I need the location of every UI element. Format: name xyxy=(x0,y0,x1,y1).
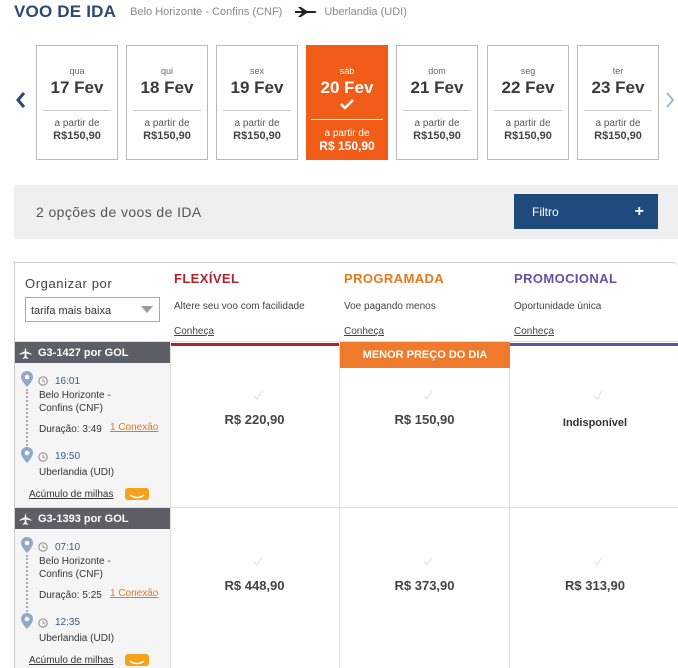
divider xyxy=(494,110,562,111)
options-count: 2 opções de voos de IDA xyxy=(36,204,202,220)
fare-name: FLEXÍVEL xyxy=(174,271,240,286)
flight-info xyxy=(15,342,171,507)
divider xyxy=(584,110,652,111)
location-pin-icon xyxy=(21,447,33,463)
departure-time: 16:01 xyxy=(55,376,81,387)
options-bar xyxy=(14,185,678,239)
date-card-selected[interactable] xyxy=(306,45,388,160)
fare-header-promocional xyxy=(510,263,678,345)
fare-info-link[interactable]: Conheça xyxy=(514,326,555,337)
page-header xyxy=(14,0,407,24)
airplane-icon xyxy=(294,6,318,18)
fare-price: R$ 373,90 xyxy=(394,578,455,593)
from-label: a partir de xyxy=(414,118,460,129)
fare-price: R$ 448,90 xyxy=(224,578,285,593)
faint-check-icon xyxy=(423,390,433,400)
day-of-week: sáb xyxy=(339,66,355,76)
from-label: a partir de xyxy=(144,118,190,129)
divider xyxy=(43,110,111,111)
date-price: R$150,90 xyxy=(504,130,552,142)
date-price: R$150,90 xyxy=(594,130,642,142)
fare-cell-promocional[interactable] xyxy=(510,508,678,668)
route xyxy=(130,6,407,18)
departure-place-line2: Confins (CNF) xyxy=(39,403,103,414)
day-of-week: seg xyxy=(520,66,536,76)
flight-code: G3-1393 por GOL xyxy=(38,512,129,525)
divider xyxy=(223,110,291,111)
faint-check-icon xyxy=(253,556,263,566)
miles-accrual-link[interactable]: Acúmulo de milhas xyxy=(29,655,114,666)
flight-row xyxy=(15,507,678,668)
departure-place-line1: Belo Horizonte - xyxy=(39,390,111,401)
destination-airport: Uberlandia (UDI) xyxy=(324,6,407,18)
date-price: R$150,90 xyxy=(143,130,191,142)
connection-link[interactable]: 1 Conexão xyxy=(110,422,159,433)
fare-price: R$ 220,90 xyxy=(224,412,285,427)
miles-accrual-link[interactable]: Acúmulo de milhas xyxy=(29,489,114,500)
date-label: 23 Fev xyxy=(591,78,645,97)
route-dotted-line xyxy=(26,389,28,449)
flight-duration: Duração: 5:25 xyxy=(39,590,102,601)
origin-airport: Belo Horizonte - Confins (CNF) xyxy=(130,6,283,18)
fare-cell-programada[interactable] xyxy=(340,342,510,507)
clock-icon xyxy=(38,376,48,386)
fare-description: Voe pagando menos xyxy=(344,301,436,312)
date-card[interactable] xyxy=(487,45,569,160)
next-dates-arrow-icon[interactable] xyxy=(663,90,677,110)
date-card[interactable] xyxy=(396,45,478,160)
flight-duration: Duração: 3:49 xyxy=(39,424,102,435)
from-label: a partir de xyxy=(234,118,280,129)
date-price: R$150,90 xyxy=(233,130,281,142)
filter-button[interactable] xyxy=(514,194,658,229)
date-price: R$150,90 xyxy=(413,130,461,142)
divider xyxy=(311,119,383,120)
departure-place-line2: Confins (CNF) xyxy=(39,569,103,580)
clock-icon xyxy=(38,452,48,462)
day-of-week: qua xyxy=(69,66,85,76)
plus-icon: + xyxy=(634,202,644,220)
flight-info xyxy=(15,508,171,668)
fare-cell-flexivel[interactable] xyxy=(170,508,340,668)
connection-link[interactable]: 1 Conexão xyxy=(110,588,159,599)
check-icon xyxy=(340,99,354,110)
prev-dates-arrow-icon[interactable] xyxy=(14,90,28,110)
sort-selected-value: tarifa mais baixa xyxy=(31,305,112,317)
arrival-place: Uberlandia (UDI) xyxy=(39,467,115,478)
date-card[interactable] xyxy=(36,45,118,160)
day-of-week: sex xyxy=(249,66,264,76)
clock-icon xyxy=(38,618,48,628)
departure-time: 07:10 xyxy=(55,542,81,553)
divider xyxy=(133,110,201,111)
date-card[interactable] xyxy=(216,45,298,160)
fare-name: PROGRAMADA xyxy=(344,271,445,286)
results-panel xyxy=(14,262,678,668)
divider xyxy=(403,110,471,111)
day-of-week: dom xyxy=(428,66,446,76)
date-card[interactable] xyxy=(126,45,208,160)
flight-code: G3-1427 por GOL xyxy=(38,346,129,359)
page-title: VOO DE IDA xyxy=(14,2,117,21)
from-label: a partir de xyxy=(54,118,100,129)
fare-cell-flexivel[interactable] xyxy=(170,342,340,507)
location-pin-icon xyxy=(21,371,33,387)
fare-info-link[interactable]: Conheça xyxy=(174,326,215,337)
chevron-down-icon xyxy=(141,306,153,313)
faint-check-icon xyxy=(593,390,603,400)
airplane-icon xyxy=(19,513,32,525)
fare-price: R$ 150,90 xyxy=(394,412,455,427)
smiles-logo-icon xyxy=(125,488,149,500)
from-label: a partir de xyxy=(505,118,551,129)
date-card[interactable] xyxy=(577,45,659,160)
fare-header-flexivel xyxy=(170,263,340,345)
date-label: 17 Fev xyxy=(50,78,104,97)
from-label: a partir de xyxy=(595,118,641,129)
date-label: 21 Fev xyxy=(410,78,464,97)
flight-header xyxy=(15,508,170,529)
from-label: a partir de xyxy=(324,128,370,139)
lowest-price-badge: MENOR PREÇO DO DIA xyxy=(340,342,510,368)
date-label: 22 Fev xyxy=(501,78,555,97)
date-label: 18 Fev xyxy=(140,78,194,97)
route-dotted-line xyxy=(26,555,28,615)
date-price: R$ 150,90 xyxy=(319,139,375,153)
date-carousel xyxy=(36,45,660,160)
flight-row xyxy=(15,341,678,507)
fare-description: Altere seu voo com facilidade xyxy=(174,301,305,312)
faint-check-icon xyxy=(423,556,433,566)
location-pin-icon xyxy=(21,537,33,553)
departure-place-line1: Belo Horizonte - xyxy=(39,556,111,567)
flight-header xyxy=(15,342,170,363)
date-price: R$150,90 xyxy=(53,130,101,142)
day-of-week: qui xyxy=(160,66,173,76)
filter-label: Filtro xyxy=(532,204,559,219)
faint-check-icon xyxy=(593,556,603,566)
fare-price: R$ 313,90 xyxy=(565,578,625,593)
airplane-icon xyxy=(19,347,32,359)
fare-header-programada xyxy=(340,263,510,345)
arrival-time: 12:35 xyxy=(55,617,81,628)
fare-description: Oportunidade única xyxy=(514,301,602,312)
location-pin-icon xyxy=(21,613,33,629)
sort-label: Organizar por xyxy=(25,276,113,291)
day-of-week: ter xyxy=(612,66,624,76)
clock-icon xyxy=(38,542,48,552)
date-label: 19 Fev xyxy=(230,78,284,97)
sort-select[interactable] xyxy=(25,297,160,322)
faint-check-icon xyxy=(253,390,263,400)
fare-cell-promocional xyxy=(510,342,678,507)
fare-name: PROMOCIONAL xyxy=(514,271,618,286)
smiles-logo-icon xyxy=(125,654,149,666)
arrival-time: 19:50 xyxy=(55,451,81,462)
fare-unavailable: Indisponível xyxy=(562,417,628,429)
fare-info-link[interactable]: Conheça xyxy=(344,326,385,337)
date-label: 20 Fev xyxy=(320,78,374,97)
arrival-place: Uberlandia (UDI) xyxy=(39,633,115,644)
fare-cell-programada[interactable] xyxy=(340,508,510,668)
